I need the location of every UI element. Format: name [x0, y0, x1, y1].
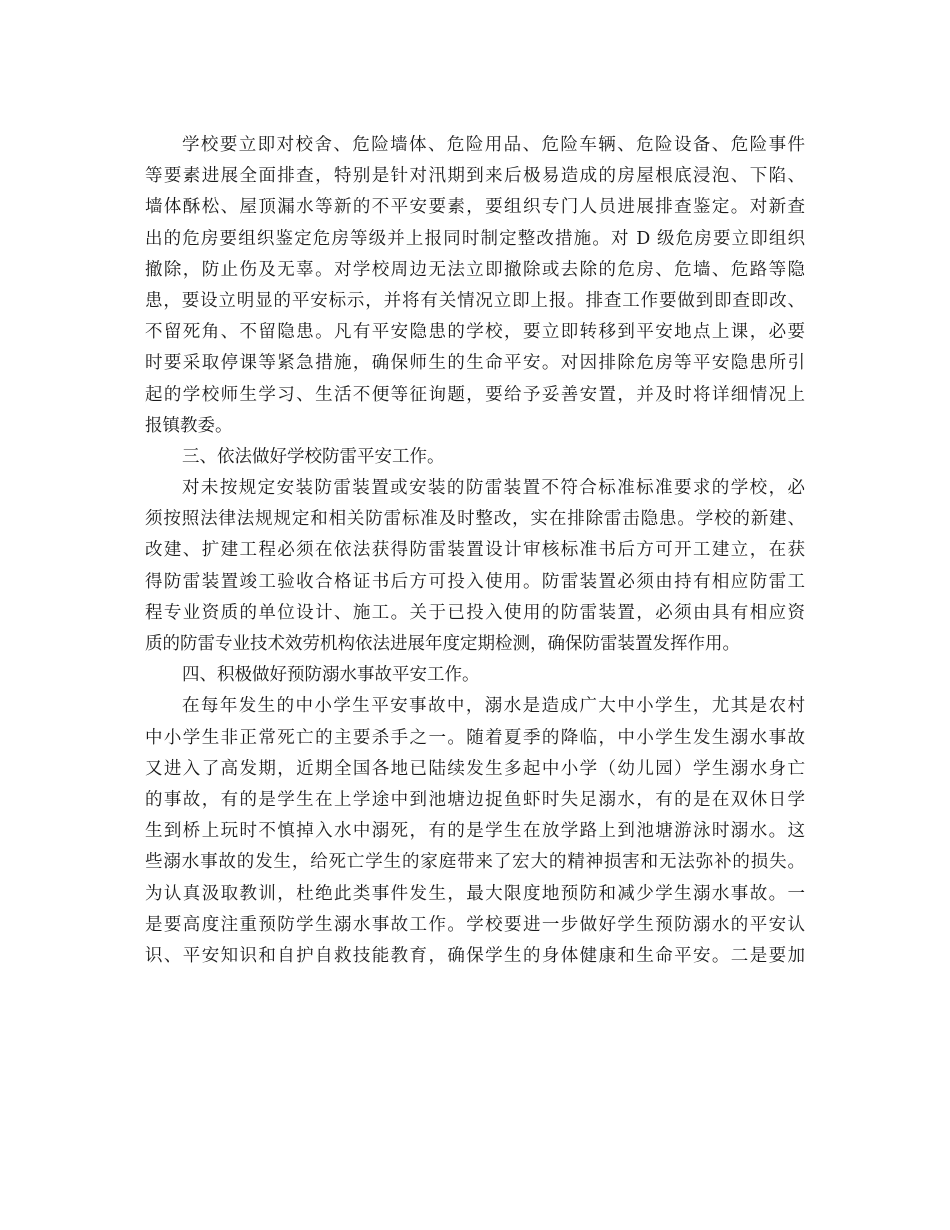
text-line: 生到桥上玩时不慎掉入水中溺死，有的是学生在放学路上到池塘游泳时溺水。这 — [145, 821, 805, 842]
text-line: 在每年发生的中小学生平安事故中，溺水是造成广大中小学生，尤其是农村 — [182, 696, 805, 717]
heading-line: 四、积极做好预防溺水事故平安工作。 — [182, 665, 480, 686]
paragraph-lightning-protection — [145, 473, 805, 660]
paragraph-drowning-accidents — [145, 691, 805, 972]
text-line: 不留死角、不留隐患。凡有平安隐患的学校，要立即转移到平安地点上课，必要 — [145, 322, 805, 343]
text-line: 墙体酥松、屋顶漏水等新的不平安要素，要组织专门人员进展排查鉴定。对新查 — [145, 197, 805, 218]
text-line: 程专业资质的单位设计、施工。关于已投入使用的防雷装置，必须由具有相应资 — [145, 602, 805, 623]
text-line: 撤除，防止伤及无辜。对学校周边无法立即撤除或去除的危房、危墙、危路等隐 — [145, 259, 805, 280]
heading-line: 三、依法做好学校防雷平安工作。 — [182, 446, 445, 467]
text-line: 时要采取停课等紧急措施，确保师生的生命平安。对因排除危房等平安隐患所引 — [145, 353, 805, 374]
text-line: 得防雷装置竣工验收合格证书后方可投入使用。防雷装置必须由持有相应防雷工 — [145, 571, 805, 592]
text-line: 患，要设立明显的平安标示，并将有关情况立即上报。排查工作要做到即查即改、 — [145, 290, 805, 311]
text-line: 须按照法律法规规定和相关防雷标准及时整改，实在排除雷击隐患。学校的新建、 — [145, 509, 805, 530]
text-line: 是要高度注重预防学生溺水事故工作。学校要进一步做好学生预防溺水的平安认 — [145, 914, 805, 935]
section-heading-lightning-safety — [145, 442, 805, 473]
text-line: 质的防雷专业技术效劳机构依法进展年度定期检测，确保防雷装置发挥作用。 — [145, 634, 740, 654]
document-body — [145, 130, 805, 972]
text-line: 为认真汲取教训，杜绝此类事件发生，最大限度地预防和减少学生溺水事故。一 — [145, 883, 805, 904]
text-line: 又进入了高发期，近期全国各地已陆续发生多起中小学（幼儿园）学生溺水身亡 — [145, 758, 805, 779]
text-line: 等要素进展全面排查，特别是针对汛期到来后极易造成的房屋根底浸泡、下陷、 — [145, 166, 805, 187]
section-heading-drowning-prevention — [145, 660, 805, 691]
text-line: 的事故，有的是学生在上学途中到池塘边捉鱼虾时失足溺水，有的是在双休日学 — [145, 789, 805, 810]
text-line: 些溺水事故的发生，给死亡学生的家庭带来了宏大的精神损害和无法弥补的损失。 — [145, 852, 805, 873]
text-line: 识、平安知识和自护自救技能教育，确保学生的身体健康和生命平安。二是要加 — [145, 945, 805, 966]
text-line: 学校要立即对校舍、危险墙体、危险用品、危险车辆、危险设备、危险事件 — [182, 135, 805, 155]
paragraph-school-building-inspection — [145, 130, 805, 442]
text-line: 报镇教委。 — [145, 415, 233, 436]
text-line: 起的学校师生学习、生活不便等征询题，要给予妥善安置，并及时将详细情况上 — [145, 384, 805, 405]
text-line: 中小学生非正常死亡的主要杀手之一。随着夏季的降临，中小学生发生溺水事故 — [145, 727, 805, 748]
text-line: 改建、扩建工程必须在依法获得防雷装置设计审核标准书后方可开工建立，在获 — [145, 540, 805, 561]
text-line: 出的危房要组织鉴定危房等级并上报同时制定整改措施。对 D 级危房要立即组织 — [145, 228, 805, 249]
text-line: 对未按规定安装防雷装置或安装的防雷装置不符合标准标准要求的学校，必 — [182, 478, 805, 499]
